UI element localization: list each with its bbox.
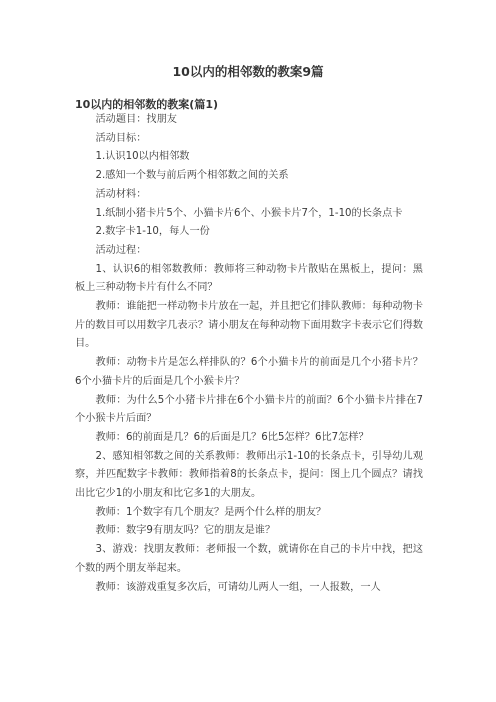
paragraph: 教师：动物卡片是怎么样排队的？6个小猫卡片的前面是几个小猪卡片？6个小猫卡片的后面是几个小猴卡片？ — [75, 357, 423, 387]
paragraph: 1.认识10以内相邻数 — [95, 151, 190, 163]
paragraph: 教师：谁能把一样动物卡片放在一起，并且把它们排队教师：每种动物卡片的数目可以用数字几表示？请小朋友在每种动物下面用数字卡表示它们得数目。 — [75, 301, 423, 350]
paragraph: 1、认识6的相邻数教师：教师将三种动物卡片散贴在黑板上，提问：黑板上三种动物卡片有什么不同？ — [75, 263, 423, 294]
document-title: 10以内的相邻数的教案9篇 — [172, 64, 324, 79]
document-body — [75, 111, 423, 597]
paragraph: 活动题目：找朋友 — [95, 114, 177, 125]
paragraph: 活动材料： — [95, 188, 147, 200]
paragraph: 活动目标： — [95, 132, 147, 144]
paragraph: 2.感知一个数与前后两个相邻数之间的关系 — [95, 170, 289, 182]
section-title: 10以内的相邻数的教案(篇1) — [75, 98, 219, 111]
paragraph: 活动过程： — [95, 244, 147, 256]
paragraph: 教师：数字9有朋友吗？它的朋友是谁？ — [95, 525, 276, 537]
paragraph: 2、感知相邻数之间的关系教师：教师出示1-10的长条点卡，引导幼儿观察，并匹配数字卡教师：教师指着8的长条点卡，提问：图上几个圆点？请找出比它少1的小朋友和比它多1的大朋友。 — [75, 450, 423, 500]
paragraph: 教师：1个数字有几个朋友？是两个什么样的朋友？ — [95, 506, 327, 518]
paragraph: 教师：6的前面是几？6的后面是几？6比5怎样？6比7怎样？ — [95, 431, 369, 443]
paragraph: 教师：为什么5个小猪卡片排在6个小猫卡片的前面？6个小猫卡片排在7个小猴卡片后面？ — [75, 394, 423, 425]
paragraph: 1.纸制小猪卡片5个、小猫卡片6个、小猴卡片7个，1-10的长条点卡 — [95, 207, 403, 219]
paragraph: 2.数字卡1-10，每人一份 — [95, 226, 210, 238]
paragraph: 3、游戏：找朋友教师：老师报一个数，就请你在自己的卡片中找，把这个数的两个朋友举起来。 — [75, 544, 423, 574]
paragraph: 教师：该游戏重复多次后，可请幼儿两人一组，一人报数，一人 — [95, 581, 381, 593]
